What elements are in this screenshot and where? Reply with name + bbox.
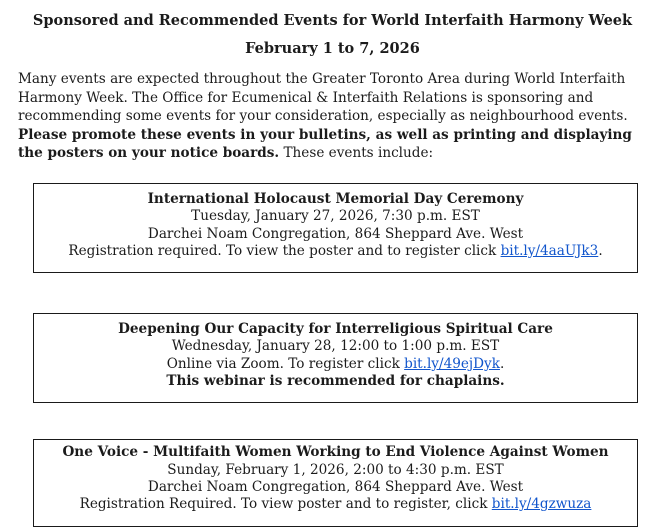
text-segment: Sunday, February 1, 2026, 2:00 to 4:30 p.m. EST <box>167 461 504 478</box>
event-list <box>0 183 665 527</box>
intro-paragraph <box>18 70 646 163</box>
event-detail-line <box>44 373 627 390</box>
event-title: Deepening Our Capacity for Interreligious Spiritual Care <box>118 321 553 338</box>
event-detail-line <box>44 226 627 243</box>
document-page <box>0 12 665 512</box>
event-card <box>33 183 638 273</box>
event-registration-link[interactable]: bit.ly/4aaUJk3 <box>500 242 599 259</box>
text-segment: Registration required. To view the poster and to register click <box>68 242 501 259</box>
text-segment: . <box>598 242 603 259</box>
event-detail-line <box>44 356 627 373</box>
page-title: Sponsored and Recommended Events for World Interfaith Harmony Week <box>32 12 633 29</box>
event-detail-line <box>44 338 627 355</box>
event-detail-line <box>44 208 627 225</box>
text-segment: Darchei Noam Congregation, 864 Sheppard Ave. West <box>147 478 524 495</box>
event-title: International Holocaust Memorial Day Ceremony <box>147 190 524 207</box>
event-card <box>33 313 638 403</box>
event-registration-link[interactable]: bit.ly/49ejDyk <box>404 355 500 372</box>
text-segment: Registration Required. To view poster and to register, click <box>79 496 492 513</box>
event-detail-line <box>44 462 627 479</box>
text-segment: Darchei Noam Congregation, 864 Sheppard Ave. West <box>147 225 524 242</box>
text-segment: These events include: <box>279 145 434 162</box>
event-card <box>33 439 638 526</box>
event-detail-line <box>44 496 627 513</box>
bold-text-segment: Please promote these events in your bulletins, as well as printing and displaying the posters on your notice boards. <box>18 126 632 162</box>
text-segment: Wednesday, January 28, 12:00 to 1:00 p.m. EST <box>171 338 500 355</box>
text-segment: Many events are expected throughout the Greater Toronto Area during World Interfaith Harmony Week. The Office for Ecumenical & Interfaith Relations is sponsoring and recommending some events for your consideration, especially as neighbourhood events. <box>18 71 628 125</box>
event-detail-line <box>44 479 627 496</box>
event-registration-link[interactable]: bit.ly/4gzwuza <box>491 496 592 513</box>
event-detail-line <box>44 243 627 260</box>
page-subtitle: February 1 to 7, 2026 <box>245 40 420 57</box>
event-title: One Voice - Multifaith Women Working to End Violence Against Women <box>62 444 609 461</box>
text-segment: . <box>499 355 505 372</box>
text-segment: Online via Zoom. To register click <box>166 355 405 372</box>
text-segment: Tuesday, January 27, 2026, 7:30 p.m. EST <box>191 208 480 225</box>
bold-text-segment: This webinar is recommended for chaplains. <box>166 373 505 390</box>
